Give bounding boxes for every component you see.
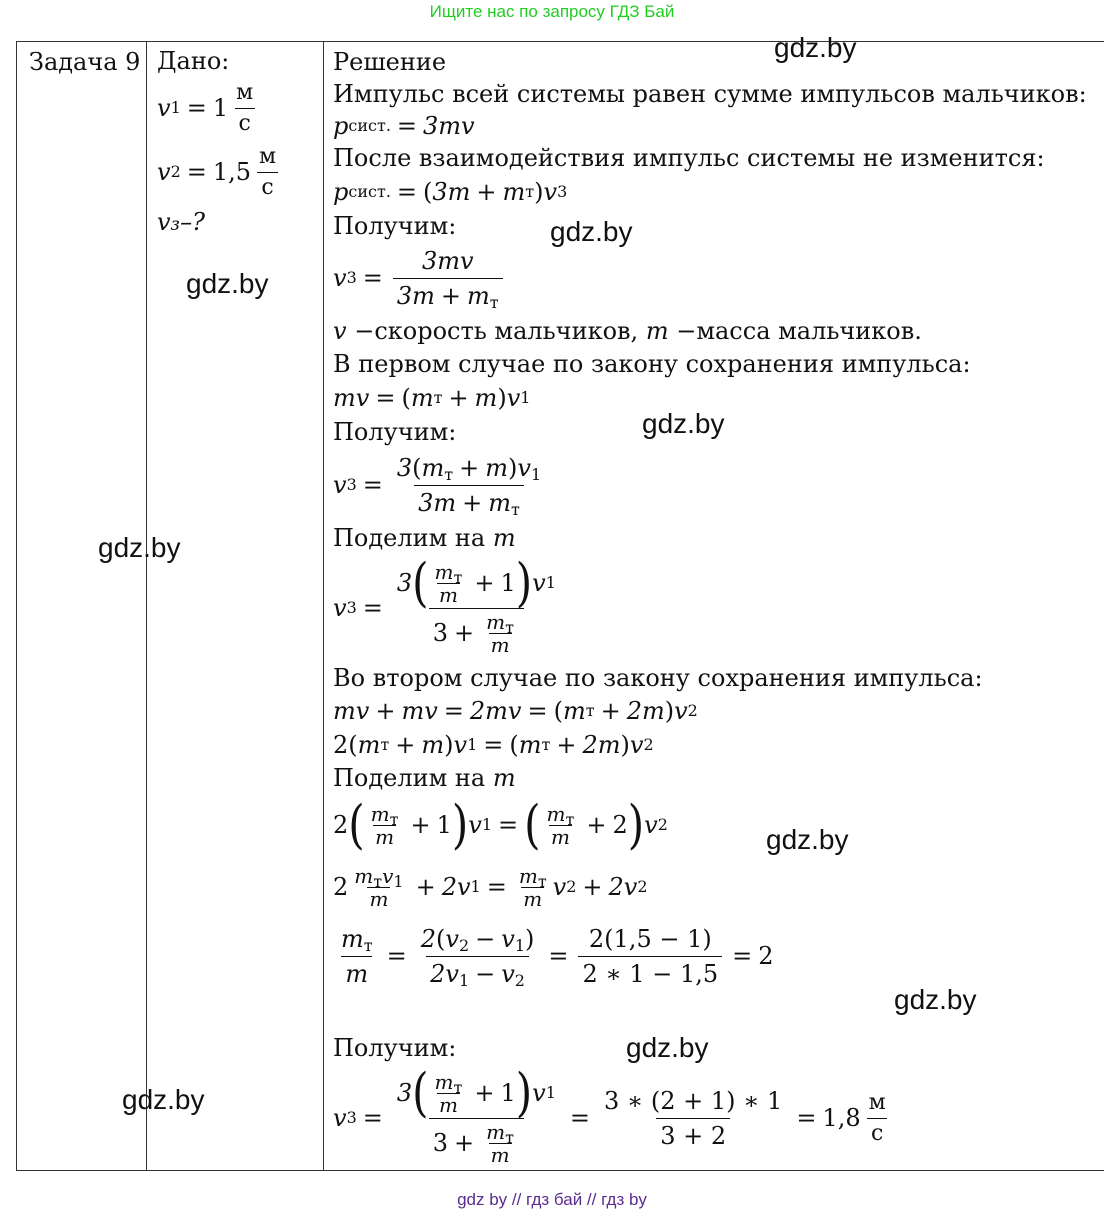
eq-divided-2: 2 $\frac{m_тv_1}{m}$ + 2v 1 = $\frac{m_т}{m}$ v 2 + 2v 2 (333, 863, 648, 911)
eq-v3-3: v 3 = 3 ( $\frac{m_т}{m}$ + 1 ) v 1 3 + $\frac{m_т}{m}$ (333, 551, 556, 657)
given-v1: v 1 = 1 $\frac{м}{с}$ (157, 79, 254, 136)
watermark: gdz.by (626, 1032, 709, 1063)
watermark: gdz.by (774, 32, 857, 63)
eq-v3-2: v 3 = $\frac{3(m_т + m)v_1}{3m + m_т}$ (333, 453, 542, 519)
solution-line2: После взаимодействия импульс системы не изменится: (333, 144, 1045, 172)
watermark: gdz.by (186, 268, 269, 299)
legend-line: v −скорость мальчиков, m −масса мальчиков. (333, 317, 922, 345)
watermark: gdz.by (766, 824, 849, 855)
eq-p-system-2: p сист. = ( 3m + m т ) v 3 (333, 178, 568, 206)
given-v2: v 2 = 1,5 $\frac{м}{с}$ (157, 143, 277, 200)
eq-ratio: $\frac{m_т}{m}$ = $\frac{2(v_2 - v_1)}{2v_1 - v_2}$ = $\frac{2(1,5 - 1)}{2 ∗ 1 - 1,5}$ = 2 (341, 924, 774, 990)
eq-first-case: mv = ( m т + m ) v 1 (333, 384, 531, 412)
eq-p-system-1: p сист. = 3mv (333, 112, 475, 140)
given-section (157, 46, 317, 240)
solution-line1: Импульс всей системы равен сумме импульсов мальчиков: (333, 80, 1087, 108)
divide-by-m-1: Поделим на m (333, 524, 516, 552)
watermark: gdz.by (122, 1084, 205, 1115)
footer-links[interactable]: gdz by // гдз бай // гдз by (457, 1190, 647, 1209)
watermark: gdz.by (642, 408, 725, 439)
watermark: gdz.by (98, 532, 181, 563)
solution-section (333, 46, 1097, 1172)
given-unknown: v₃–? (157, 208, 206, 236)
watermark: gdz.by (894, 984, 977, 1015)
column-divider (146, 42, 147, 1170)
footer[interactable] (0, 1188, 1104, 1214)
eq-divided-1: 2 ( $\frac{m_т}{m}$ + 1 ) v 1 = ( $\frac{m_т}{m}$ + 2 ) v 2 (333, 793, 668, 855)
first-case-line: В первом случае по закону сохранения импульса: (333, 350, 971, 378)
given-title: Дано: (157, 47, 230, 75)
divide-by-m-2: Поделим на m (333, 764, 516, 792)
banner-text[interactable]: Ищите нас по запросу ГДЗ Бай (429, 2, 675, 21)
poluchim-3: Получим: (333, 1034, 457, 1062)
task-label: Задача 9 (29, 48, 141, 76)
top-banner[interactable] (0, 0, 1104, 26)
eq-second-case-2: 2( m т + m ) v 1 = ( m т + 2m ) v 2 (333, 731, 654, 759)
eq-v3-1: v 3 = $\frac{3mv}{3m + m_т}$ (333, 242, 1097, 314)
poluchim-2: Получим: (333, 418, 457, 446)
second-case-line: Во втором случае по закону сохранения импульса: (333, 664, 983, 692)
eq-second-case-1: mv + mv = 2mv = ( m т + 2m ) v 2 (333, 697, 698, 725)
poluchim-1: Получим: (333, 212, 457, 240)
watermark: gdz.by (550, 216, 633, 247)
eq-final: v 3 = 3 ( $\frac{m_т}{m}$ + 1 ) v 1 3 + $\frac{m_т}{m}$ = $\frac{3 ∗ (2 + 1) ∗ 1}{3 + 2}$ = 1,8 $\frac{м}{с}$ (333, 1061, 886, 1167)
column-divider (323, 42, 324, 1170)
solution-heading: Решение (333, 48, 447, 76)
